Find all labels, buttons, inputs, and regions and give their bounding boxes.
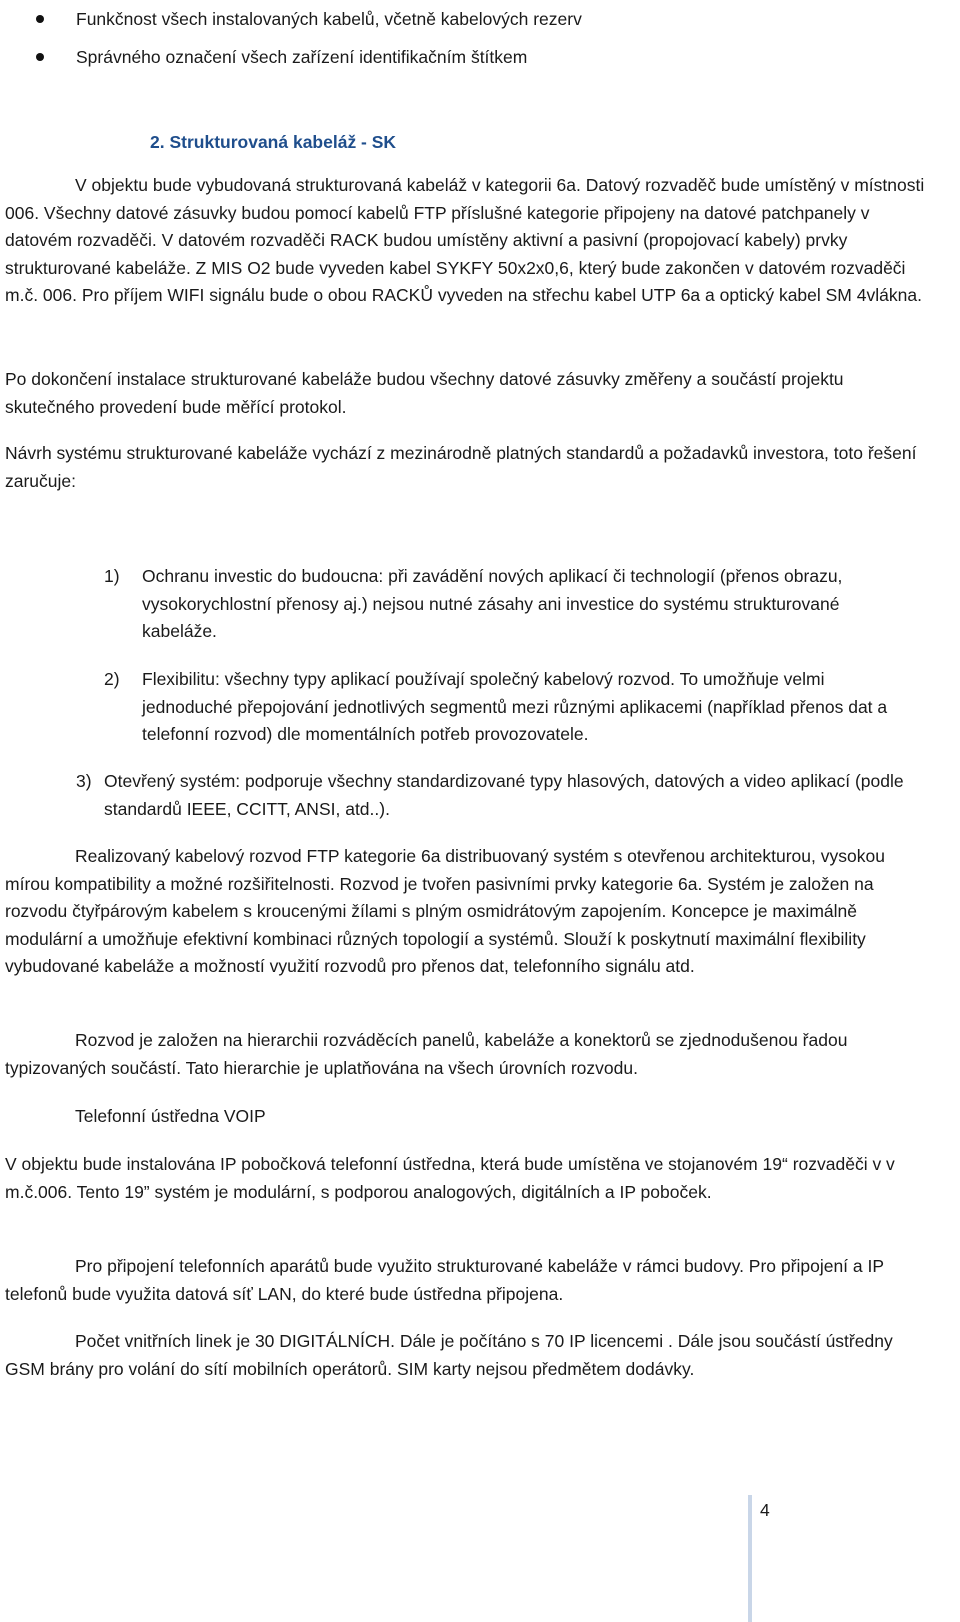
paragraph-voip-title: Telefonní ústředna VOIP bbox=[75, 1106, 266, 1126]
item-text: Ochranu investic do budoucna: při zavádění nových aplikací či technologií (přenos obrazu, vysokorychlostní přenosy aj.) nejsou nutné zásahy ani investice do systému strukturované kabeláže. bbox=[142, 566, 843, 641]
paragraph-ftp-distribution: Realizovaný kabelový rozvod FTP kategorie 6a distribuovaný systém s otevřenou architekturou, vysokou mírou kompatibility a možné rozšiřitelnosti. Rozvod je tvořen pasivními prvky kategorie 6a. Systém je založen na rozvodu čtyřpárovým kabelem s kroucenými žílami s plným osmidrátovým zapojením. Koncepce je maximálně modulární a umožňuje efektivní kombinaci různých topologií a systémů. Slouží k poskytnutí maximální flexibility vybudované kabeláže a možností využití rozvodů pro přenos dat, telefonního signálu atd. bbox=[5, 846, 885, 976]
bullet-icon bbox=[36, 53, 44, 61]
paragraph-hierarchy: Rozvod je založen na hierarchii rozváděcích panelů, kabeláže a konektorů se zjednodušenou řadou typizovaných součástí. Tato hierarchie je uplatňována na všech úrovních rozvodu. bbox=[5, 1030, 848, 1078]
bullet-item: Funkčnost všech instalovaných kabelů, včetně kabelových rezerv bbox=[0, 0, 930, 38]
bullet-icon bbox=[36, 15, 44, 23]
bullet-list bbox=[0, 0, 930, 76]
paragraph-phones: Pro připojení telefonních aparátů bude využito strukturované kabeláže v rámci budovy. Pro připojení a IP telefonů bude využita datová síť LAN, do které bude ústředna připojena. bbox=[5, 1256, 884, 1304]
bullet-item: Správného označení všech zařízení identifikačním štítkem bbox=[0, 38, 930, 76]
paragraph-design: Návrh systému strukturované kabeláže vychází z mezinárodně platných standardů a požadavků investora, toto řešení zaručuje: bbox=[5, 443, 917, 491]
footer-bar bbox=[748, 1495, 752, 1622]
page-number: 4 bbox=[760, 1500, 770, 1520]
item-number: 3) bbox=[76, 771, 92, 791]
item-number: 1) bbox=[104, 566, 120, 586]
paragraph-lines: Počet vnitřních linek je 30 DIGITÁLNÍCH. Dále je počítáno s 70 IP licencemi . Dále jsou součástí ústředny GSM brány pro volání do sítí mobilních operátorů. SIM karty nejsou předmětem dodávky. bbox=[5, 1331, 893, 1379]
item-text: Flexibilitu: všechny typy aplikací používají společný kabelový rozvod. To umožňuje velmi jednoduché přepojování jednotlivých segmentů mezi různými aplikacemi (například přenos dat a telefonní rozvod) dle momentálních potřeb provozovatele. bbox=[142, 669, 888, 744]
item-text: Otevřený systém: podporuje všechny standardizované typy hlasových, datových a video aplikací (podle standardů IEEE, CCITT, ANSI, atd..). bbox=[104, 771, 904, 819]
item-number: 2) bbox=[104, 669, 120, 689]
section-heading: 2. Strukturovaná kabeláž - SK bbox=[150, 132, 397, 152]
paragraph-measurement: Po dokončení instalace strukturované kabeláže budou všechny datové zásuvky změřeny a součástí projektu skutečného provedení bude měřící protokol. bbox=[5, 369, 844, 417]
paragraph-ip-pbx: V objektu bude instalována IP pobočková telefonní ústředna, která bude umístěna ve stojanovém 19“ rozvaděči v v m.č.006. Tento 19” systém je modulární, s podporou analogových, digitálních a IP poboček. bbox=[5, 1154, 895, 1202]
paragraph-structured-cabling: V objektu bude vybudovaná strukturovaná kabeláž v kategorii 6a. Datový rozvaděč bude umístěný v místnosti 006. Všechny datové zásuvky budou pomocí kabelů FTP příslušné kategorie připojeny na datové patchpanely v datovém rozvaděči. V datovém rozvaděči RACK budou umístěny aktivní a pasivní (propojovací kabely) prvky strukturované kabeláže. Z MIS O2 bude vyveden kabel SYKFY 50x2x0,6, který bude zakončen v datovém rozvaděči m.č. 006. Pro příjem WIFI signálu bude o obou RACKŮ vyveden na střechu kabel UTP 6a a optický kabel SM 4vlákna. bbox=[5, 175, 925, 305]
